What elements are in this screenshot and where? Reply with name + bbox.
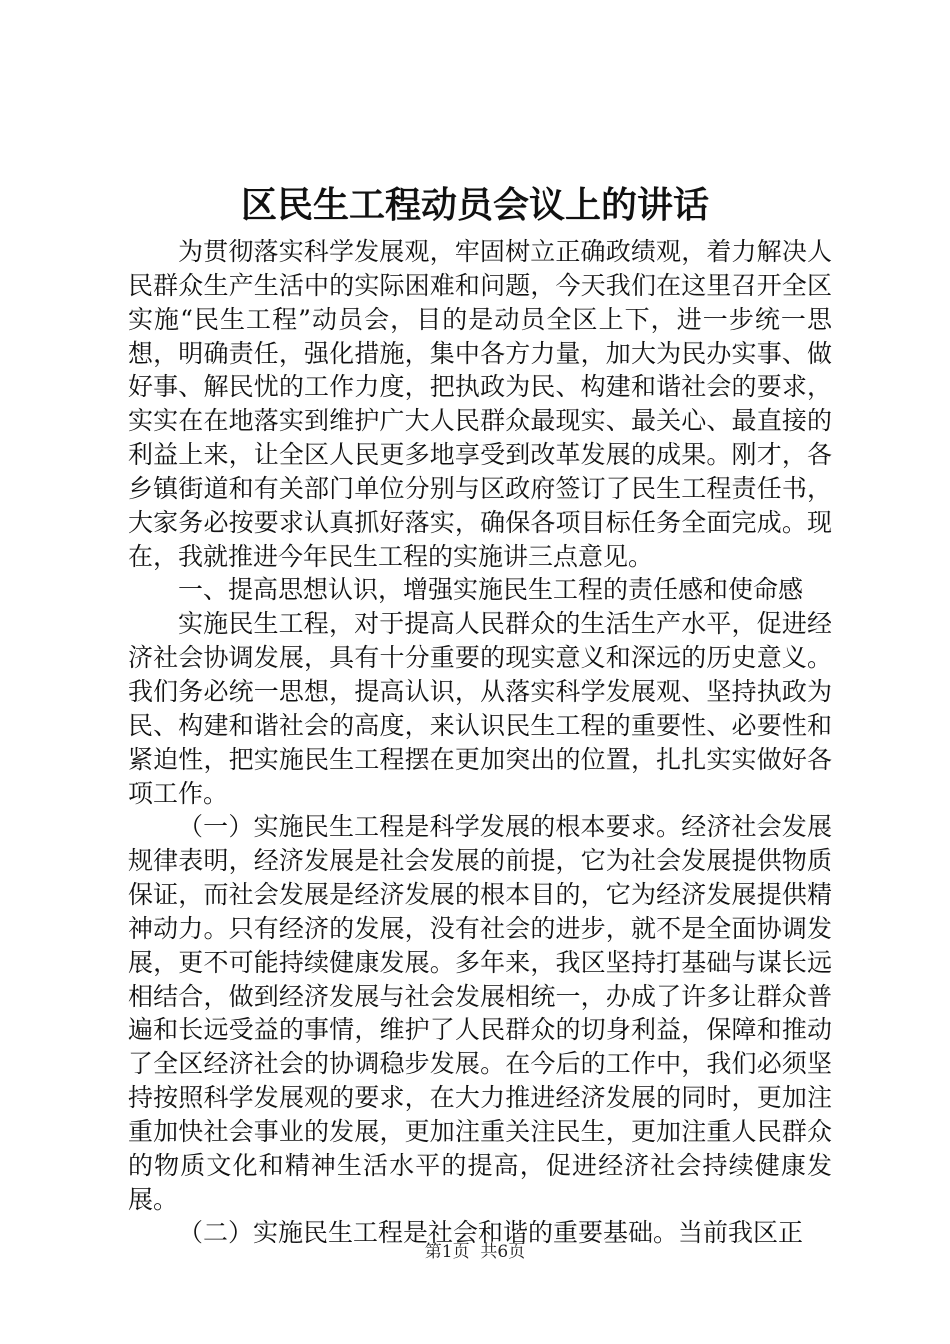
page-number: 第1页 [424, 1242, 470, 1262]
page-footer [0, 1240, 950, 1264]
paragraph-section-1: 实施民生工程，对于提高人民群众的生活生产水平，促进经济社会协调发展，具有十分重要的现实意义和深远的历史意义。我们务必统一思想，提高认识，从落实科学发展观、坚持执政为民、构建和谐社会的高度，来认识民生工程的重要性、必要性和紧迫性，把实施民生工程摆在更加突出的位置，扎扎实实做好各项工作。 [128, 609, 832, 808]
section-heading-1: 一、提高思想认识，增强实施民生工程的责任感和使命感 [178, 575, 804, 605]
paragraph-point-2: （二）实施民生工程是社会和谐的重要基础。当前我区正 [178, 1218, 804, 1248]
footer-separator [470, 1242, 481, 1262]
document-title: 区民生工程动员会议上的讲话 [240, 184, 709, 226]
paragraph-intro: 为贯彻落实科学发展观，牢固树立正确政绩观，着力解决人民群众生产生活中的实际困难和问题，今天我们在这里召开全区实施“民生工程”动员会，目的是动员全区上下，进一步统一思想，明确责任，强化措施，集中各方力量，加大为民办实事、做好事、解民忧的工作力度，把执政为民、构建和谐社会的要求，实实在在地落实到维护广大人民群众最现实、最关心、最直接的利益上来，让全区人民更多地享受到改革发展的成果。刚才，各乡镇街道和有关部门单位分别与区政府签订了民生工程责任书，大家务必按要求认真抓好落实，确保各项目标任务全面完成。现在，我就推进今年民生工程的实施讲三点意见。 [128, 237, 832, 571]
paragraph-point-1: （一）实施民生工程是科学发展的根本要求。经济社会发展规律表明，经济发展是社会发展的前提，它为社会发展提供物质保证，而社会发展是经济发展的根本目的，它为经济发展提供精神动力。只有经济的发展，没有社会的进步，就不是全面协调发展，更不可能持续健康发展。多年来，我区坚持打基础与谋长远相结合，做到经济发展与社会发展相统一，办成了许多让群众普遍和长远受益的事情，维护了人民群众的切身利益，保障和推动了全区经济社会的协调稳步发展。在今后的工作中，我们必须坚持按照科学发展观的要求，在大力推进经济发展的同时，更加注重加快社会事业的发展，更加注重关注民生，更加注重人民群众的物质文化和精神生活水平的提高，促进经济社会持续健康发展。 [128, 812, 832, 1214]
page-total: 共6页 [480, 1242, 526, 1262]
document-body [128, 235, 832, 1250]
